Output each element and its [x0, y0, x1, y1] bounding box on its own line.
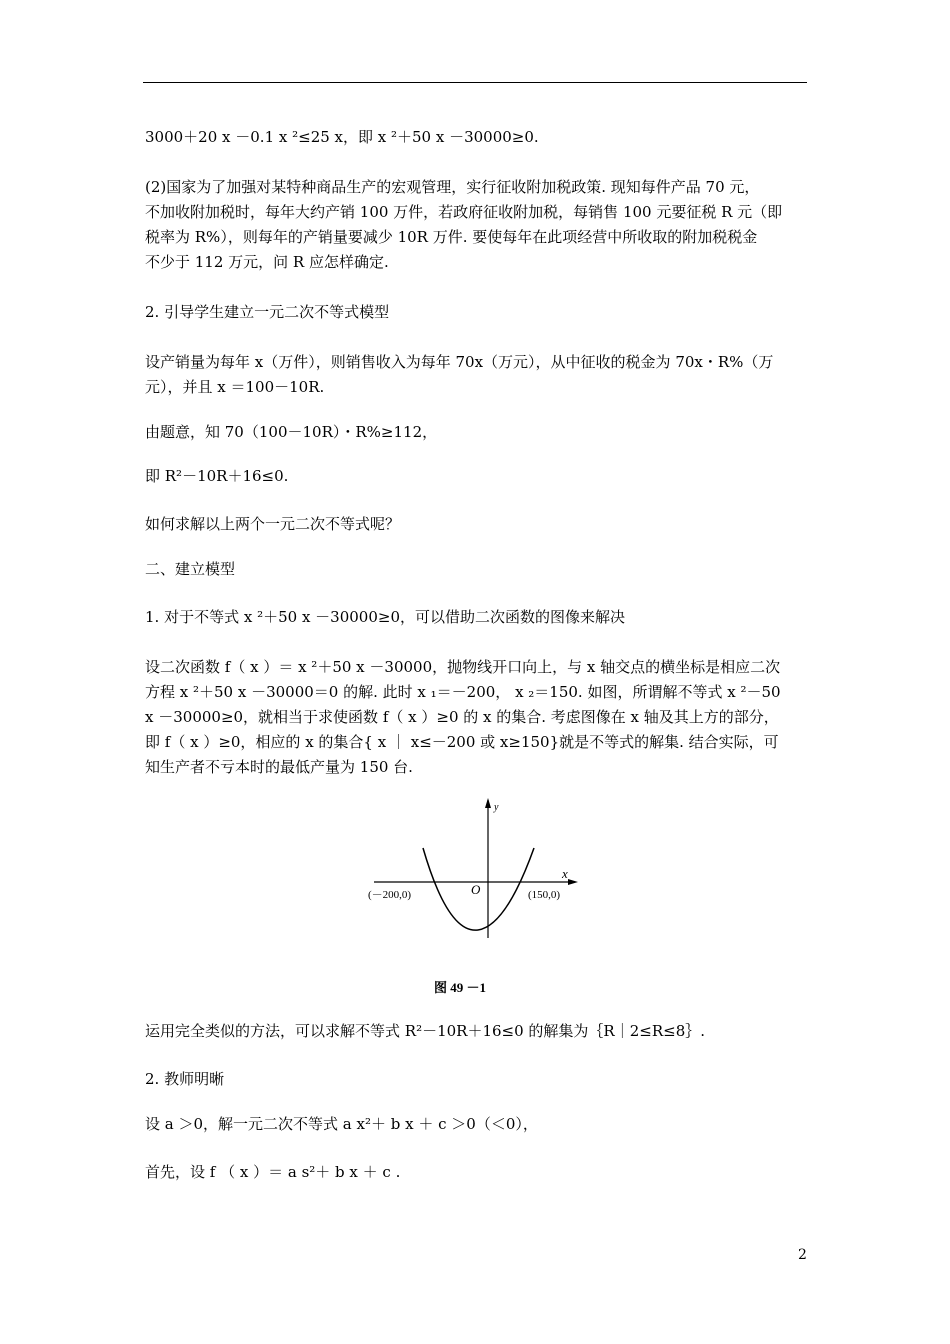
text-line-15: 方程 x ²＋50 x －30000＝0 的解. 此时 x ₁＝－200， x ₂＝150. 如图，所谓解不等式 x ²－50 [145, 683, 781, 701]
text-line-9: 由题意，知 70（100－10R）・R%≥112， [145, 423, 438, 441]
text-line-3: 不加收附加税时，每年大约产销 100 万件，若政府征收附加税，每销售 100 元要征税 R 元（即 [145, 203, 783, 221]
text-line-1: 3000＋20 x －0.1 x ²≤25 x，即 x ²＋50 x －30000≥0. [145, 128, 539, 146]
text-line-8: 元），并且 x ＝100－10R. [145, 378, 325, 396]
text-line-2: (2)国家为了加强对某特种商品生产的宏观管理，实行征收附加税政策. 现知每件产品 70 元， [145, 178, 760, 196]
y-axis-label: y [494, 802, 499, 813]
y-axis-arrow [485, 798, 491, 808]
figure-caption: 图 49 －1 [434, 980, 487, 995]
x-axis-arrow [568, 879, 578, 885]
text-line-21: 设 a ＞0，解一元二次不等式 a x²＋ b x ＋ c ＞0（＜0）， [145, 1115, 538, 1133]
section-heading-build-model: 2. 引导学生建立一元二次不等式模型 [145, 303, 390, 321]
text-line-17: 即 f（ x ）≥0，相应的 x 的集合{ x ｜ x≤－200 或 x≥150}就是不等式的解集. 结合实际，可 [145, 733, 779, 751]
text-line-22: 首先，设 f （ x ）＝ a s²＋ b x ＋ c . [145, 1163, 401, 1181]
text-line-5: 不少于 112 万元，问 R 应怎样确定. [145, 253, 389, 271]
section-heading-3: 2. 教师明晰 [145, 1070, 225, 1088]
text-line-10: 即 R²－10R＋16≤0. [145, 467, 289, 485]
x-axis-label: x [562, 866, 568, 881]
text-line-13: 1. 对于不等式 x ²＋50 x －30000≥0，可以借助二次函数的图像来解决 [145, 608, 626, 626]
header-rule [143, 82, 807, 83]
text-line-4: 税率为 R%），则每年的产销量要减少 10R 万件. 要使每年在此项经营中所收取的附加税税金 [145, 228, 758, 246]
origin-label: O [471, 882, 481, 897]
text-line-16: x －30000≥0，就相当于求使函数 f（ x ）≥0 的 x 的集合. 考虑图像在 x 轴及其上方的部分， [145, 708, 779, 726]
text-line-11: 如何求解以上两个一元二次不等式呢？ [145, 515, 401, 533]
page-number: 2 [798, 1247, 807, 1263]
right-root-label: (150,0) [528, 889, 561, 901]
text-line-14: 设二次函数 f（ x ）＝ x ²＋50 x －30000，抛物线开口向上，与 x 轴交点的横坐标是相应二次 [145, 658, 781, 676]
text-line-7: 设产销量为每年 x（万件），则销售收入为每年 70x（万元），从中征收的税金为 70x・R%（万 [145, 353, 774, 371]
text-line-19: 运用完全类似的方法，可以求解不等式 R²－10R＋16≤0 的解集为｛R｜2≤R≤8｝. [145, 1022, 706, 1040]
section-heading-2: 二、建立模型 [145, 560, 236, 578]
text-line-18: 知生产者不亏本时的最低产量为 150 台. [145, 758, 413, 776]
parabola-figure [368, 796, 584, 996]
left-root-label: (－200,0) [368, 889, 412, 901]
